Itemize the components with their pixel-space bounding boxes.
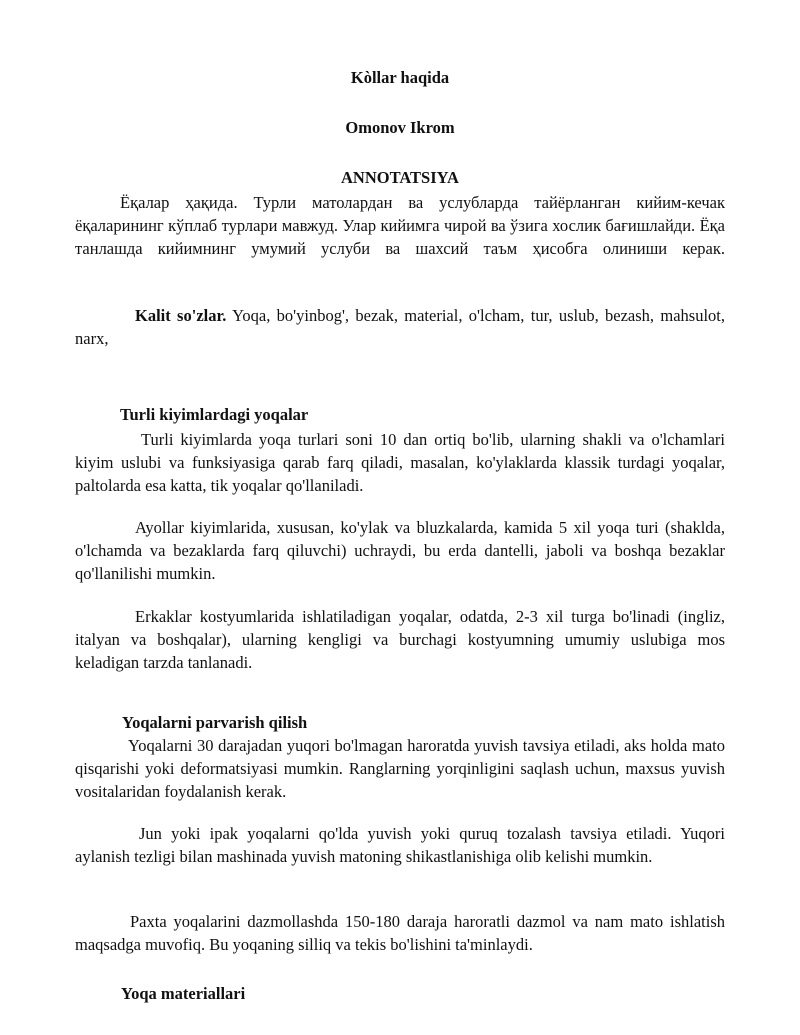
section-paragraph: Erkaklar kostyumlarida ishlatiladigan yoqalar, odatda, 2-3 xil turga bo'linadi (ingliz, italyan va boshqalar), ularning kengligi va burchagi kostyumning umumiy uslubiga mos keladigan tarzda tanlanadi.	[75, 607, 725, 672]
author-name: Omonov Ikrom	[345, 118, 455, 137]
section-paragraph: Paxta yoqalarini dazmollashda 150-180 daraja haroratli dazmol va nam mato ishlatish maqsadga muvofiq. Bu yoqaning silliq va tekis bo'lishini ta'minlaydi.	[75, 912, 725, 954]
section-paragraph: Ayollar kiyimlarida, xususan, ko'ylak va bluzkalarda, kamida 5 xil yoqa turi (shaklda, o'lchamda va bezaklarda farq qiluvchi) uchraydi, bu erda dantelli, jaboli va boshqa bezaklar qo'llanilishi mumkin.	[75, 518, 725, 583]
keywords-label: Kalit so'zlar.	[135, 306, 227, 325]
annotation-text: Ёқалар ҳақида. Турли матолардан ва услубларда тайёрланган кийим-кечак ёқаларининг кўплаб турлари мавжуд. Улар кийимга чирой ва ўзига хослик бағишлайди. Ёқа танлашда кийимнинг умумий услуби ва шахсий таъм ҳисобга олиниши керак.	[75, 193, 725, 258]
keywords-paragraph	[75, 304, 725, 350]
section-paragraph: Turli kiyimlarda yoqa turlari soni 10 dan ortiq bo'lib, ularning shakli va o'lchamlari kiyim uslubi va funksiyasiga qarab farq qiladi, masalan, ko'ylaklarda klassik turdagi yoqalar, paltolarda esa katta, tik yoqalar qo'llaniladi.	[75, 430, 725, 495]
document-title: Kòllar haqida	[350, 68, 450, 87]
section-heading: Yoqa materiallari	[121, 984, 246, 1003]
section-heading: Turli kiyimlardagi yoqalar	[120, 405, 309, 424]
section-paragraph: Jun yoki ipak yoqalarni qo'lda yuvish yoki quruq tozalash tavsiya etiladi. Yuqori aylanish tezligi bilan mashinada yuvish matoning shikastlanishiga olib kelishi mumkin.	[75, 824, 725, 866]
annotation-heading: ANNOTATSIYA	[341, 168, 459, 187]
section-paragraph: Yoqalarni 30 darajadan yuqori bo'lmagan haroratda yuvish tavsiya etiladi, aks holda mato qisqarishi yoki deformatsiyasi mumkin. Ranglarning yorqinligini saqlash uchun, maxsus yuvish vositalaridan foydalanish kerak.	[75, 736, 725, 801]
section-heading: Yoqalarni parvarish qilish	[122, 713, 308, 732]
keywords-text: Yoqa, bo'yinbog', bezak, material, o'lcham, tur, uslub, bezash, mahsulot, narx,	[75, 306, 725, 348]
